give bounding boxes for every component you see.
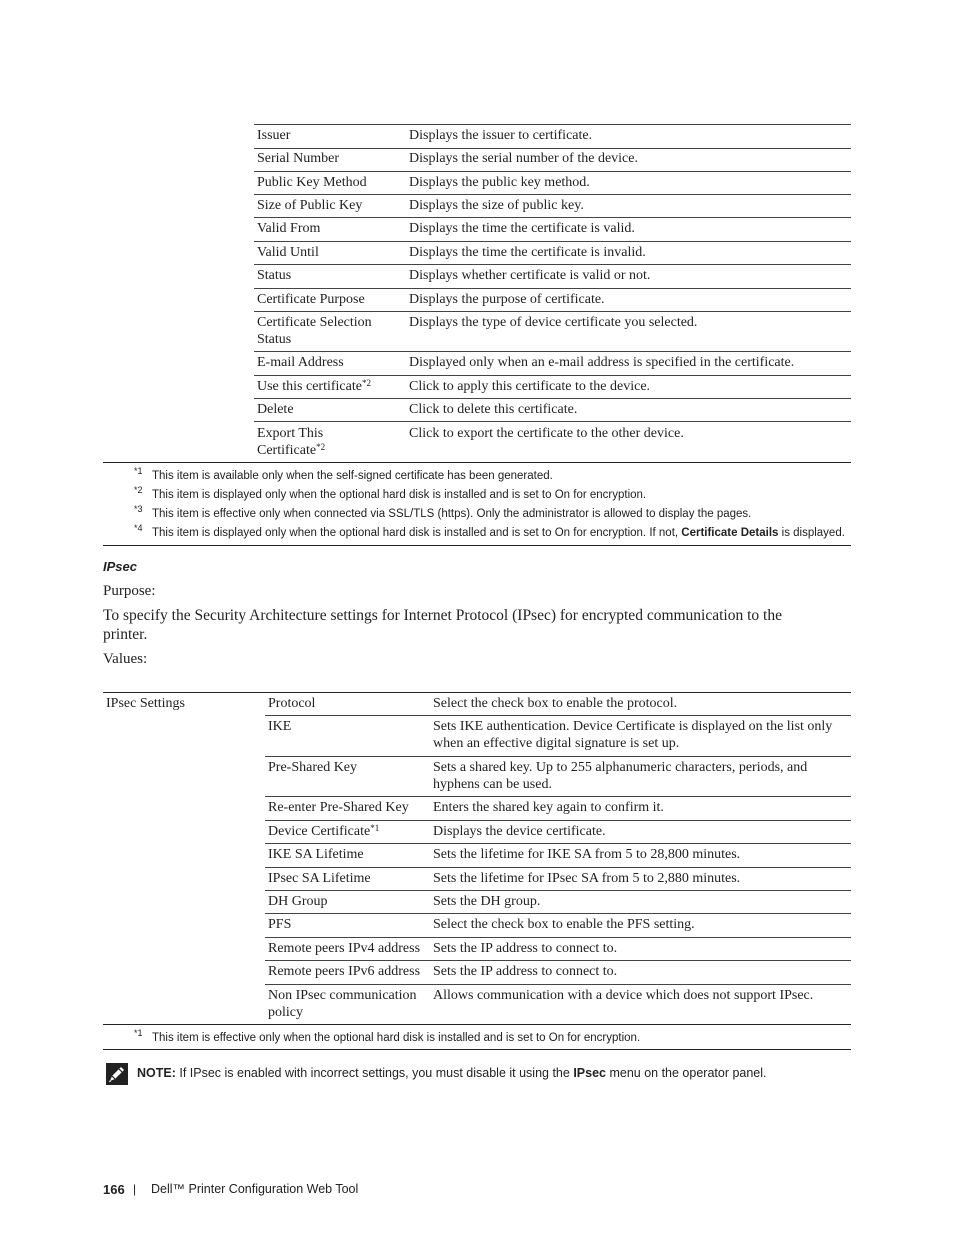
footnote-ref: *2 [316, 442, 326, 452]
table-rule [265, 715, 851, 716]
note-text: NOTE: If IPsec is enabled with incorrect settings, you must disable it using the IPsec menu on the operator panel. [137, 1066, 767, 1080]
table-rule [265, 960, 851, 961]
row-name: Pre-Shared Key [268, 760, 358, 775]
row-name: Device Certificate$^{*1}$ [268, 823, 380, 839]
row-name: Valid From [257, 221, 321, 236]
row-desc: Sets the IP address to connect to. [433, 941, 618, 956]
row-name: Re-enter Pre-Shared Key [268, 800, 409, 815]
footnote-mark: *1 [134, 1028, 143, 1038]
row-name: Delete [257, 402, 294, 417]
row-name: Non IPsec communication [268, 988, 417, 1003]
row-name: Protocol [268, 696, 316, 711]
row-name: IPsec SA Lifetime [268, 871, 371, 886]
row-name: Certificate Selection [257, 315, 372, 330]
footnote-text: This item is displayed only when the optional hard disk is installed and is set to On for encryption. [152, 489, 647, 501]
row-desc: Allows communication with a device which does not support IPsec. [433, 988, 814, 1003]
row-name: Certificate Purpose [257, 292, 365, 307]
row-desc: Sets the lifetime for IPsec SA from 5 to 2,880 minutes. [433, 871, 741, 886]
row-name: DH Group [268, 894, 328, 909]
note-pencil-icon [106, 1063, 128, 1085]
footnote-text: This item is available only when the self-signed certificate has been generated. [152, 470, 553, 482]
row-name: Issuer [257, 128, 291, 143]
table-rule [254, 194, 851, 195]
row-desc: Displays whether certificate is valid or not. [409, 268, 651, 283]
section-heading: IPsec [103, 559, 137, 574]
row-name-line2: policy [268, 1005, 303, 1020]
footnote-mark: *4 [134, 523, 143, 533]
row-name: IKE SA Lifetime [268, 847, 364, 862]
row-desc: Displays the size of public key. [409, 198, 584, 213]
footnote-mark: *1 [134, 466, 143, 476]
row-name: Remote peers IPv6 address [268, 964, 421, 979]
values-label: Values: [103, 651, 148, 667]
row-name-line2: Status [257, 332, 292, 347]
footer-separator: | [133, 1182, 137, 1196]
row-name-line2: Certificate$^{*2}$ [257, 442, 326, 458]
row-desc: Click to delete this certificate. [409, 402, 578, 417]
table-rule [265, 756, 851, 757]
table-rule [254, 264, 851, 265]
table-rule [265, 820, 851, 821]
footnote-ref: *2 [361, 378, 371, 388]
row-desc: Displays the issuer to certificate. [409, 128, 593, 143]
table-rule [265, 796, 851, 797]
page-number: 166 [103, 1182, 125, 1197]
row-desc-line2: hyphens can be used. [433, 777, 552, 792]
footnote-bottom-rule [103, 545, 851, 546]
footer-title: Dell™ Printer Configuration Web Tool [151, 1182, 359, 1196]
row-desc: Displays the type of device certificate you selected. [409, 315, 698, 330]
row-desc: Enters the shared key again to confirm it. [433, 800, 664, 815]
row-desc: Select the check box to enable the protocol. [433, 696, 678, 711]
purpose-label: Purpose: [103, 583, 156, 599]
row-name: Export This [257, 426, 324, 441]
table-rule [265, 867, 851, 868]
footnote-text: This item is effective only when connected via SSL/TLS (https). Only the administrator is allowed to display the pages. [152, 508, 752, 520]
row-name: Serial Number [257, 151, 340, 166]
row-desc: Select the check box to enable the PFS setting. [433, 917, 695, 932]
purpose-text-line1: To specify the Security Architecture settings for Internet Protocol (IPsec) for encrypted communication to the [103, 607, 782, 624]
group-label: IPsec Settings [106, 696, 185, 711]
table-rule [254, 351, 851, 352]
table-rule [265, 843, 851, 844]
row-desc: Sets the IP address to connect to. [433, 964, 618, 979]
row-desc: Click to export the certificate to the other device. [409, 426, 684, 441]
row-name: Valid Until [257, 245, 319, 260]
table-rule [254, 148, 851, 149]
footnote-bottom-rule [103, 1049, 851, 1050]
table-rule [254, 311, 851, 312]
table-rule [254, 375, 851, 376]
table-rule [265, 984, 851, 985]
table-bottom-rule [103, 462, 851, 463]
table-rule [265, 890, 851, 891]
table-top-rule [103, 692, 851, 693]
footnote-text: This item is effective only when the optional hard disk is installed and is set to On for encryption. [152, 1032, 641, 1044]
row-desc: Displayed only when an e-mail address is specified in the certificate. [409, 355, 795, 370]
row-name: PFS [268, 917, 292, 932]
table-bottom-rule [103, 1024, 851, 1025]
table-rule [254, 421, 851, 422]
table-rule [254, 124, 851, 125]
row-name: Status [257, 268, 292, 283]
table-rule [254, 288, 851, 289]
row-desc: Displays the serial number of the device. [409, 151, 638, 166]
table-rule [265, 913, 851, 914]
note-label: NOTE: [137, 1066, 176, 1080]
row-name: E-mail Address [257, 355, 344, 370]
row-desc: Displays the public key method. [409, 175, 590, 190]
table-rule [254, 217, 851, 218]
row-name: Size of Public Key [257, 198, 363, 213]
row-desc: Sets the DH group. [433, 894, 541, 909]
table-rule [254, 398, 851, 399]
row-name: Remote peers IPv4 address [268, 941, 421, 956]
purpose-text-line2: printer. [103, 626, 148, 643]
row-desc-line2: when an effective digital signature is set up. [433, 736, 680, 751]
row-name: Use this certificate$^{*2}$ [257, 378, 371, 394]
footnote-text: This item is displayed only when the optional hard disk is installed and is set to On for encryption. If not, Certificate Details is displayed. [152, 527, 845, 539]
footnote-ref: *1 [370, 823, 380, 833]
row-desc: Sets the lifetime for IKE SA from 5 to 28,800 minutes. [433, 847, 741, 862]
row-desc: Click to apply this certificate to the device. [409, 379, 651, 394]
row-desc: Displays the time the certificate is invalid. [409, 245, 646, 260]
row-name: Public Key Method [257, 175, 367, 190]
row-name: IKE [268, 719, 292, 734]
table-rule [254, 171, 851, 172]
row-desc: Displays the purpose of certificate. [409, 292, 605, 307]
footnote-mark: *3 [134, 504, 143, 514]
footnote-mark: *2 [134, 485, 143, 495]
table-rule [254, 241, 851, 242]
table-rule [265, 937, 851, 938]
row-desc: Displays the time the certificate is valid. [409, 221, 635, 236]
row-desc: Sets IKE authentication. Device Certificate is displayed on the list only [433, 719, 833, 734]
row-desc: Sets a shared key. Up to 255 alphanumeric characters, periods, and [433, 760, 808, 775]
row-desc: Displays the device certificate. [433, 824, 606, 839]
